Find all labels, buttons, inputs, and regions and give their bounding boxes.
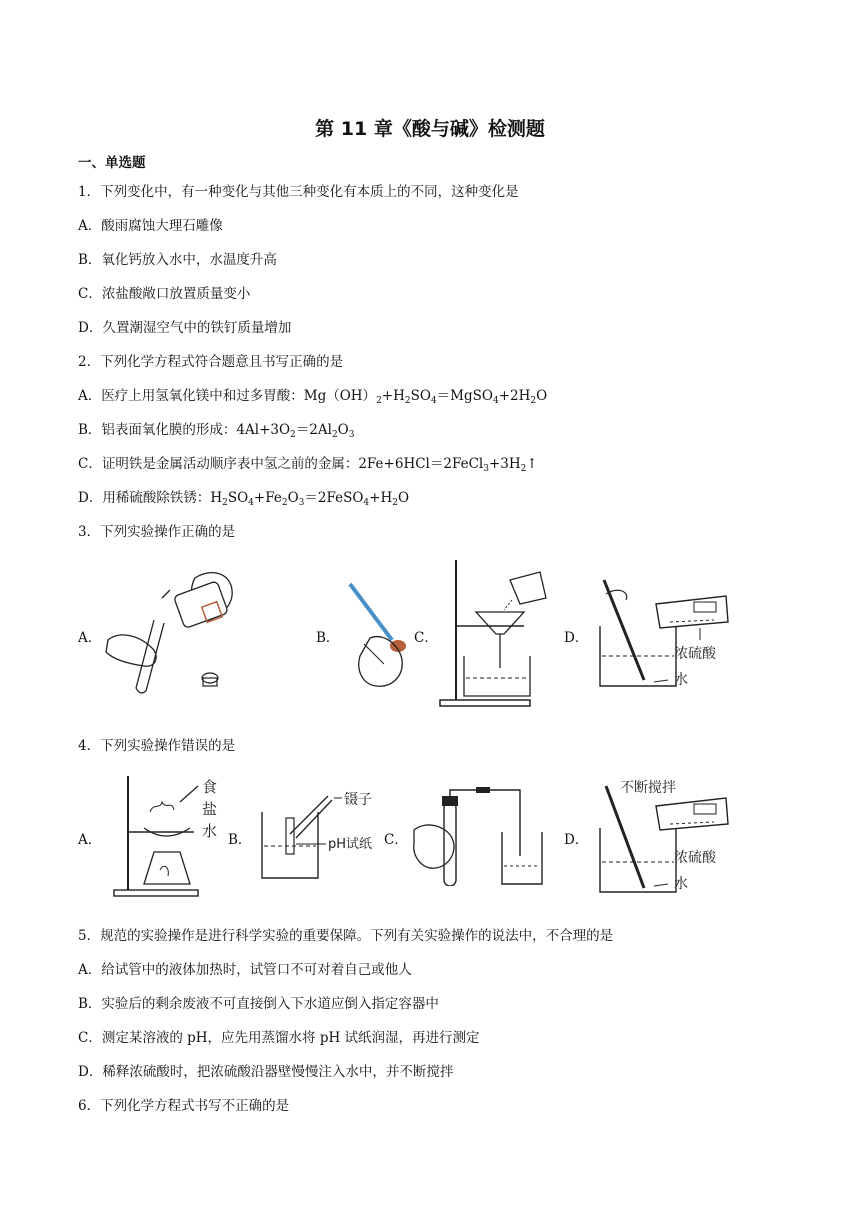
q1-option-b: B．氧化钙放入水中，水温度升高 [78,252,277,268]
q5-stem: 5．规范的实验操作是进行科学实验的重要保障。下列有关实验操作的说法中，不合理的是 [78,928,614,944]
q1-stem: 1．下列变化中，有一种变化与其他三种变化有本质上的不同，这种变化是 [78,184,519,200]
q2-option-d: D．用稀硫酸除铁锈：$H_2SO_4+Fe_2O_3=2FeSO_4+H_2O$ [78,490,410,508]
q4-a-label-2: 盐 [202,800,218,818]
q3-label-b: B． [316,630,340,646]
q2-option-a: A．医疗上用氢氧化镁中和过多胃酸：$Mg(OH)_2+H_2SO_4=MgSO_4+2H_2O$ [78,388,548,406]
q1-option-a: A．酸雨腐蚀大理石雕像 [78,218,223,234]
q4-figure-a-evaporation-illustration [110,772,230,900]
q4-b-ph-paper-label: pH试纸 [328,837,373,852]
q4-label-b: B． [228,832,252,848]
q5-option-d: D．稀释浓硫酸时，把浓硫酸沿器壁慢慢注入水中，并不断搅拌 [78,1064,454,1080]
page-title: 第 11 章《酸与碱》检测题 [315,118,545,140]
q5-option-c: C．测定某溶液的 pH，应先用蒸馏水将 pH 试纸润湿，再进行测定 [78,1030,480,1046]
q5-option-b: B．实验后的剩余废液不可直接倒入下水道应倒入指定容器中 [78,996,439,1012]
q3-d-water-label: 水 [674,672,688,688]
q3-figure-c-filtration-illustration [434,556,554,710]
q2-option-c: C．证明铁是金属活动顺序表中氢之前的金属：$2Fe+6HCl=2FeCl_3+3H_2↑$ [78,456,538,474]
q4-figure-d-dilution-illustration [590,776,740,900]
q1-option-d: D．久置潮湿空气中的铁钉质量增加 [78,320,292,336]
q3-d-acid-label: 浓硫酸 [674,646,716,662]
q4-figure-b-ph-test-illustration [252,782,388,884]
q4-stem: 4．下列实验操作错误的是 [78,738,236,754]
q2-option-b: B．铝表面氧化膜的形成：$4Al+3O_2=2Al_2O_3$ [78,422,355,440]
q3-figure-b-dropper-illustration [340,580,410,700]
q3-figure-a-pouring-illustration [100,560,240,700]
q3-label-a: A． [78,630,102,646]
q3-label-d: D． [564,630,589,646]
q1-option-c: C．浓盐酸敞口放置质量变小 [78,286,251,302]
q4-label-d: D． [564,832,589,848]
q4-b-tweezers-label: 镊子 [344,792,372,808]
q4-d-water-label: 水 [674,876,688,892]
q6-stem: 6．下列化学方程式书写不正确的是 [78,1098,290,1114]
q4-label-c: C． [384,832,408,848]
q4-figure-c-airtight-check-illustration [410,786,550,886]
q3-figure-d-dilution-illustration [590,576,740,696]
q2-stem: 2．下列化学方程式符合题意且书写正确的是 [78,354,344,370]
section-heading: 一、单选题 [78,155,146,171]
q4-d-stir-label: 不断搅拌 [620,780,676,796]
q4-d-acid-label: 浓硫酸 [674,850,716,866]
q5-option-a: A．给试管中的液体加热时，试管口不可对着自己或他人 [78,962,412,978]
q4-a-label-3: 水 [202,822,218,840]
q4-a-label-1: 食 [202,778,218,796]
q4-label-a: A． [78,832,102,848]
q3-stem: 3．下列实验操作正确的是 [78,524,236,540]
q3-label-c: C． [414,630,438,646]
